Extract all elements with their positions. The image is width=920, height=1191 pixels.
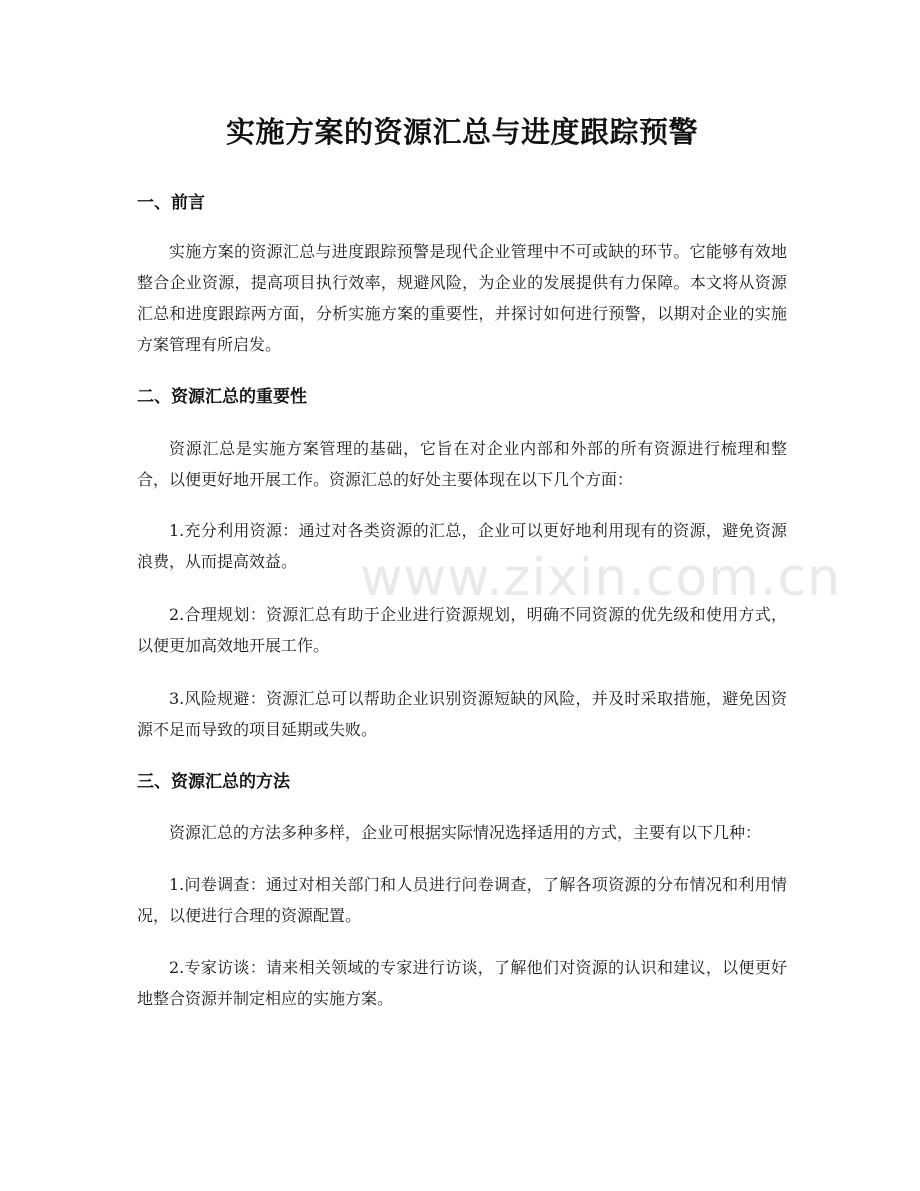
list-item: 2.合理规划：资源汇总有助于企业进行资源规划，明确不同资源的优先级和使用方式，以便更加高效地开展工作。: [137, 605, 787, 655]
document-title: 实施方案的资源汇总与进度跟踪预警: [225, 115, 698, 149]
watermark: www.zixin.com.cn: [360, 548, 841, 608]
list-item: 1.问卷调查：通过对相关部门和人员进行问卷调查，了解各项资源的分布情况和利用情况，以便进行合理的资源配置。: [137, 875, 787, 925]
paragraph: 资源汇总是实施方案管理的基础，它旨在对企业内部和外部的所有资源进行梳理和整合，以便更好地开展工作。资源汇总的好处主要体现在以下几个方面：: [137, 439, 787, 489]
section-heading-preface: 一、前言: [137, 193, 205, 213]
list-item: 1.充分利用资源：通过对各类资源的汇总，企业可以更好地利用现有的资源，避免资源浪费，从而提高效益。: [137, 521, 787, 571]
list-item: 2.专家访谈：请来相关领域的专家进行访谈，了解他们对资源的认识和建议，以便更好地整合资源并制定相应的实施方案。: [137, 958, 787, 1008]
section-heading-methods: 三、资源汇总的方法: [137, 772, 290, 792]
paragraph: 实施方案的资源汇总与进度跟踪预警是现代企业管理中不可或缺的环节。它能够有效地整合企业资源，提高项目执行效率，规避风险，为企业的发展提供有力保障。本文将从资源汇总和进度跟踪两方面，分析实施方案的重要性，并探讨如何进行预警，以期对企业的实施方案管理有所启发。: [137, 242, 787, 354]
document-page: [137, 0, 787, 1014]
section-heading-importance: 二、资源汇总的重要性: [137, 387, 307, 407]
paragraph: 资源汇总的方法多种多样，企业可根据实际情况选择适用的方式，主要有以下几种：: [169, 823, 762, 842]
list-item: 3.风险规避：资源汇总可以帮助企业识别资源短缺的风险，并及时采取措施，避免因资源不足而导致的项目延期或失败。: [137, 689, 787, 739]
